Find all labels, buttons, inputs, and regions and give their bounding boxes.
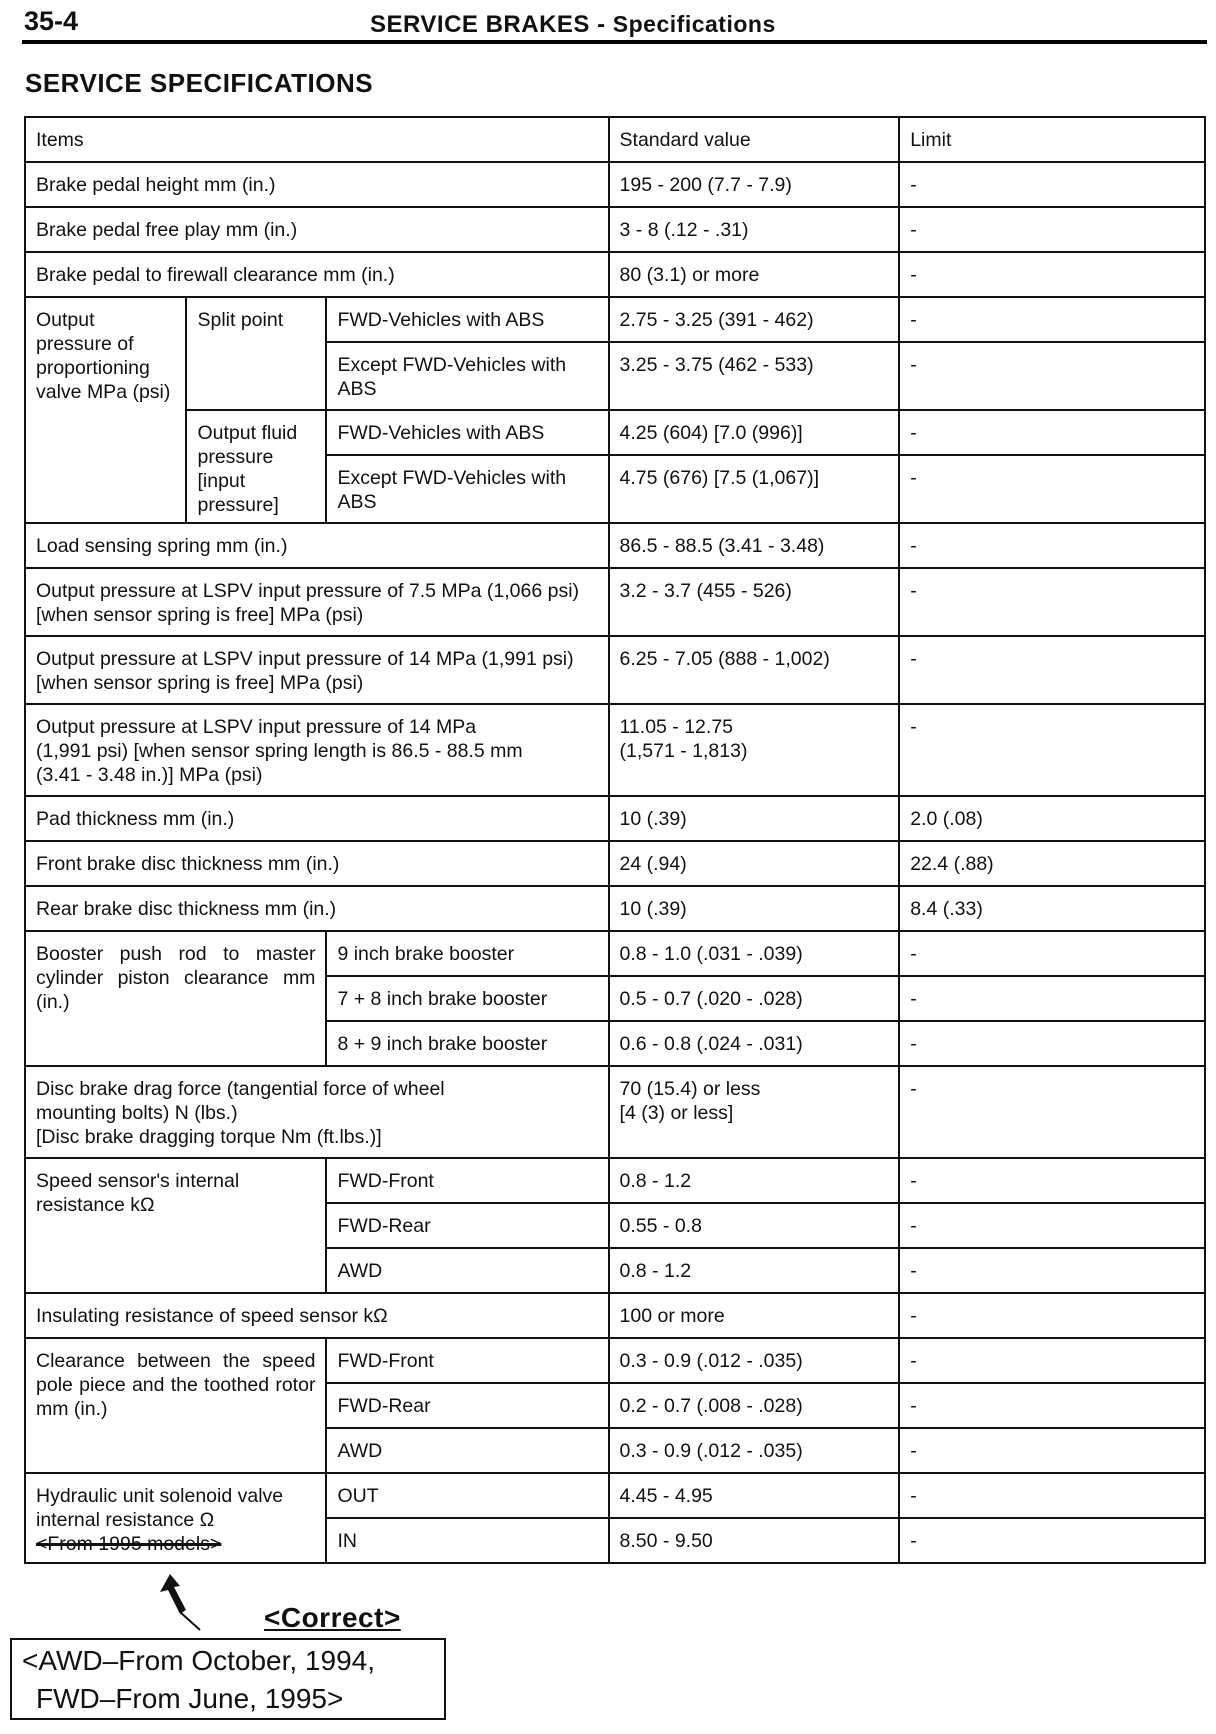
condition-cell: FWD-Rear xyxy=(326,1383,608,1428)
item-cell: Speed sensor's internal resistance kΩ xyxy=(25,1158,326,1293)
item-line: mounting bolts) N (lbs.) xyxy=(36,1102,238,1124)
table-row xyxy=(25,297,1205,342)
standard-cell: 2.75 - 3.25 (391 - 462) xyxy=(609,297,900,342)
table-row xyxy=(25,704,1205,796)
condition-cell: FWD-Front xyxy=(326,1158,608,1203)
table-row xyxy=(25,931,1205,976)
condition-cell: FWD-Rear xyxy=(326,1203,608,1248)
limit-cell: - xyxy=(899,704,1205,796)
limit-cell: - xyxy=(899,1473,1205,1518)
table-row xyxy=(25,568,1205,636)
table-row xyxy=(25,1338,1205,1383)
item-line: (3.41 - 3.48 in.)] MPa (psi) xyxy=(36,764,263,786)
limit-cell: 22.4 (.88) xyxy=(899,841,1205,886)
limit-cell: - xyxy=(899,1248,1205,1293)
condition-cell: FWD-Vehicles with ABS xyxy=(326,410,608,455)
standard-cell: 4.75 (676) [7.5 (1,067)] xyxy=(609,455,900,523)
standard-cell: 0.3 - 0.9 (.012 - .035) xyxy=(609,1428,900,1473)
condition-cell: FWD-Front xyxy=(326,1338,608,1383)
standard-cell: 10 (.39) xyxy=(609,796,900,841)
table-row xyxy=(25,886,1205,931)
item-cell: Output pressure of proportioning valve MPa (psi) xyxy=(25,297,186,523)
subgroup-cell: Output fluid pressure [input pressure] xyxy=(186,410,326,523)
header-limit: Limit xyxy=(899,117,1205,162)
table-row xyxy=(25,1293,1205,1338)
header-title-main: SERVICE BRAKES xyxy=(370,11,590,38)
standard-cell xyxy=(609,704,900,796)
section-title: SERVICE SPECIFICATIONS xyxy=(25,68,374,98)
standard-cell: 86.5 - 88.5 (3.41 - 3.48) xyxy=(609,523,900,568)
standard-cell: 0.8 - 1.2 xyxy=(609,1158,900,1203)
standard-cell: 3.25 - 3.75 (462 - 533) xyxy=(609,342,900,410)
item-cell: Front brake disc thickness mm (in.) xyxy=(25,841,609,886)
standard-cell: 10 (.39) xyxy=(609,886,900,931)
subgroup-cell: Split point xyxy=(186,297,326,410)
limit-cell: - xyxy=(899,976,1205,1021)
table-header-row xyxy=(25,117,1205,162)
standard-cell: 100 or more xyxy=(609,1293,900,1338)
limit-cell: - xyxy=(899,342,1205,410)
page-number: 35-4 xyxy=(24,6,79,36)
header-items: Items xyxy=(25,117,609,162)
limit-cell: - xyxy=(899,523,1205,568)
standard-line: [4 (3) or less] xyxy=(619,1102,734,1124)
standard-cell: 24 (.94) xyxy=(609,841,900,886)
standard-cell: 8.50 - 9.50 xyxy=(609,1518,900,1563)
item-line: Disc brake drag force (tangential force of wheel xyxy=(36,1078,445,1100)
limit-cell: - xyxy=(899,1338,1205,1383)
item-cell xyxy=(25,1473,326,1563)
condition-cell: FWD-Vehicles with ABS xyxy=(326,297,608,342)
standard-cell xyxy=(609,1066,900,1158)
item-line: (1,991 psi) [when sensor spring length is 86.5 - 88.5 mm xyxy=(36,740,523,762)
limit-cell: 2.0 (.08) xyxy=(899,796,1205,841)
limit-cell: - xyxy=(899,636,1205,704)
standard-cell: 0.3 - 0.9 (.012 - .035) xyxy=(609,1338,900,1383)
condition-cell: 8 + 9 inch brake booster xyxy=(326,1021,608,1066)
condition-cell: Except FWD-Vehicles with ABS xyxy=(326,455,608,523)
limit-cell: - xyxy=(899,297,1205,342)
table-row xyxy=(25,841,1205,886)
item-cell xyxy=(25,1066,609,1158)
limit-cell: - xyxy=(899,1021,1205,1066)
item-line: Output pressure at LSPV input pressure of 14 MPa xyxy=(36,716,477,738)
item-cell: Brake pedal free play mm (in.) xyxy=(25,207,609,252)
page-header xyxy=(22,6,1207,44)
standard-cell: 195 - 200 (7.7 - 7.9) xyxy=(609,162,900,207)
correction-arrow-icon xyxy=(140,1574,210,1634)
standard-cell: 0.6 - 0.8 (.024 - .031) xyxy=(609,1021,900,1066)
table-row xyxy=(25,636,1205,704)
standard-cell: 0.8 - 1.2 xyxy=(609,1248,900,1293)
item-cell: Brake pedal height mm (in.) xyxy=(25,162,609,207)
standard-cell: 6.25 - 7.05 (888 - 1,002) xyxy=(609,636,900,704)
header-standard-value: Standard value xyxy=(609,117,900,162)
standard-line: 70 (15.4) or less xyxy=(619,1078,761,1100)
condition-cell: AWD xyxy=(326,1428,608,1473)
item-cell: Pad thickness mm (in.) xyxy=(25,796,609,841)
struck-note: <From 1995 models> xyxy=(36,1533,222,1555)
condition-cell: 9 inch brake booster xyxy=(326,931,608,976)
limit-cell: - xyxy=(899,410,1205,455)
standard-line: (1,571 - 1,813) xyxy=(619,740,748,762)
standard-cell: 80 (3.1) or more xyxy=(609,252,900,297)
limit-cell: 8.4 (.33) xyxy=(899,886,1205,931)
limit-cell: - xyxy=(899,1066,1205,1158)
item-cell xyxy=(25,704,609,796)
item-cell: Brake pedal to firewall clearance mm (in.) xyxy=(25,252,609,297)
limit-cell: - xyxy=(899,207,1205,252)
header-subtitle: Specifications xyxy=(612,11,776,37)
correction-label: <Correct> xyxy=(264,1602,401,1633)
table-row xyxy=(25,1473,1205,1518)
item-cell: Output pressure at LSPV input pressure of 7.5 MPa (1,066 psi) [when sensor spring is free] MPa (psi) xyxy=(25,568,609,636)
correction-box xyxy=(10,1638,446,1720)
limit-cell: - xyxy=(899,252,1205,297)
standard-cell: 0.55 - 0.8 xyxy=(609,1203,900,1248)
item-cell: Clearance between the speed pole piece and the toothed rotor mm (in.) xyxy=(25,1338,326,1473)
condition-cell: IN xyxy=(326,1518,608,1563)
correction-line: <AWD–From October, 1994, xyxy=(22,1645,375,1676)
item-line: Hydraulic unit solenoid valve internal resistance Ω xyxy=(36,1485,284,1531)
condition-cell: Except FWD-Vehicles with ABS xyxy=(326,342,608,410)
standard-cell: 4.45 - 4.95 xyxy=(609,1473,900,1518)
header-separator: - xyxy=(597,11,606,38)
item-cell: Rear brake disc thickness mm (in.) xyxy=(25,886,609,931)
correction-line: FWD–From June, 1995> xyxy=(36,1683,344,1714)
standard-cell: 3.2 - 3.7 (455 - 526) xyxy=(609,568,900,636)
standard-line: 11.05 - 12.75 xyxy=(619,716,734,738)
condition-cell: OUT xyxy=(326,1473,608,1518)
standard-cell: 4.25 (604) [7.0 (996)] xyxy=(609,410,900,455)
condition-cell: AWD xyxy=(326,1248,608,1293)
limit-cell: - xyxy=(899,455,1205,523)
limit-cell: - xyxy=(899,1518,1205,1563)
limit-cell: - xyxy=(899,1428,1205,1473)
table-row xyxy=(25,796,1205,841)
condition-cell: 7 + 8 inch brake booster xyxy=(326,976,608,1021)
limit-cell: - xyxy=(899,1203,1205,1248)
item-cell: Output pressure at LSPV input pressure of 14 MPa (1,991 psi) [when sensor spring is free] MPa (psi) xyxy=(25,636,609,704)
service-specifications-table xyxy=(24,116,1206,1564)
table-row xyxy=(25,410,1205,455)
standard-cell: 0.8 - 1.0 (.031 - .039) xyxy=(609,931,900,976)
item-cell: Booster push rod to master cylinder piston clearance mm (in.) xyxy=(25,931,326,1066)
table-row xyxy=(25,1158,1205,1203)
item-cell: Insulating resistance of speed sensor kΩ xyxy=(25,1293,609,1338)
table-row xyxy=(25,523,1205,568)
standard-cell: 3 - 8 (.12 - .31) xyxy=(609,207,900,252)
item-line: [Disc brake dragging torque Nm (ft.lbs.)] xyxy=(36,1126,382,1148)
limit-cell: - xyxy=(899,568,1205,636)
limit-cell: - xyxy=(899,931,1205,976)
table-row xyxy=(25,1066,1205,1158)
limit-cell: - xyxy=(899,1383,1205,1428)
page-title xyxy=(370,11,776,39)
item-cell: Load sensing spring mm (in.) xyxy=(25,523,609,568)
table-row xyxy=(25,162,1205,207)
table-row xyxy=(25,207,1205,252)
standard-cell: 0.2 - 0.7 (.008 - .028) xyxy=(609,1383,900,1428)
table-row xyxy=(25,252,1205,297)
limit-cell: - xyxy=(899,1293,1205,1338)
standard-cell: 0.5 - 0.7 (.020 - .028) xyxy=(609,976,900,1021)
limit-cell: - xyxy=(899,1158,1205,1203)
limit-cell: - xyxy=(899,162,1205,207)
